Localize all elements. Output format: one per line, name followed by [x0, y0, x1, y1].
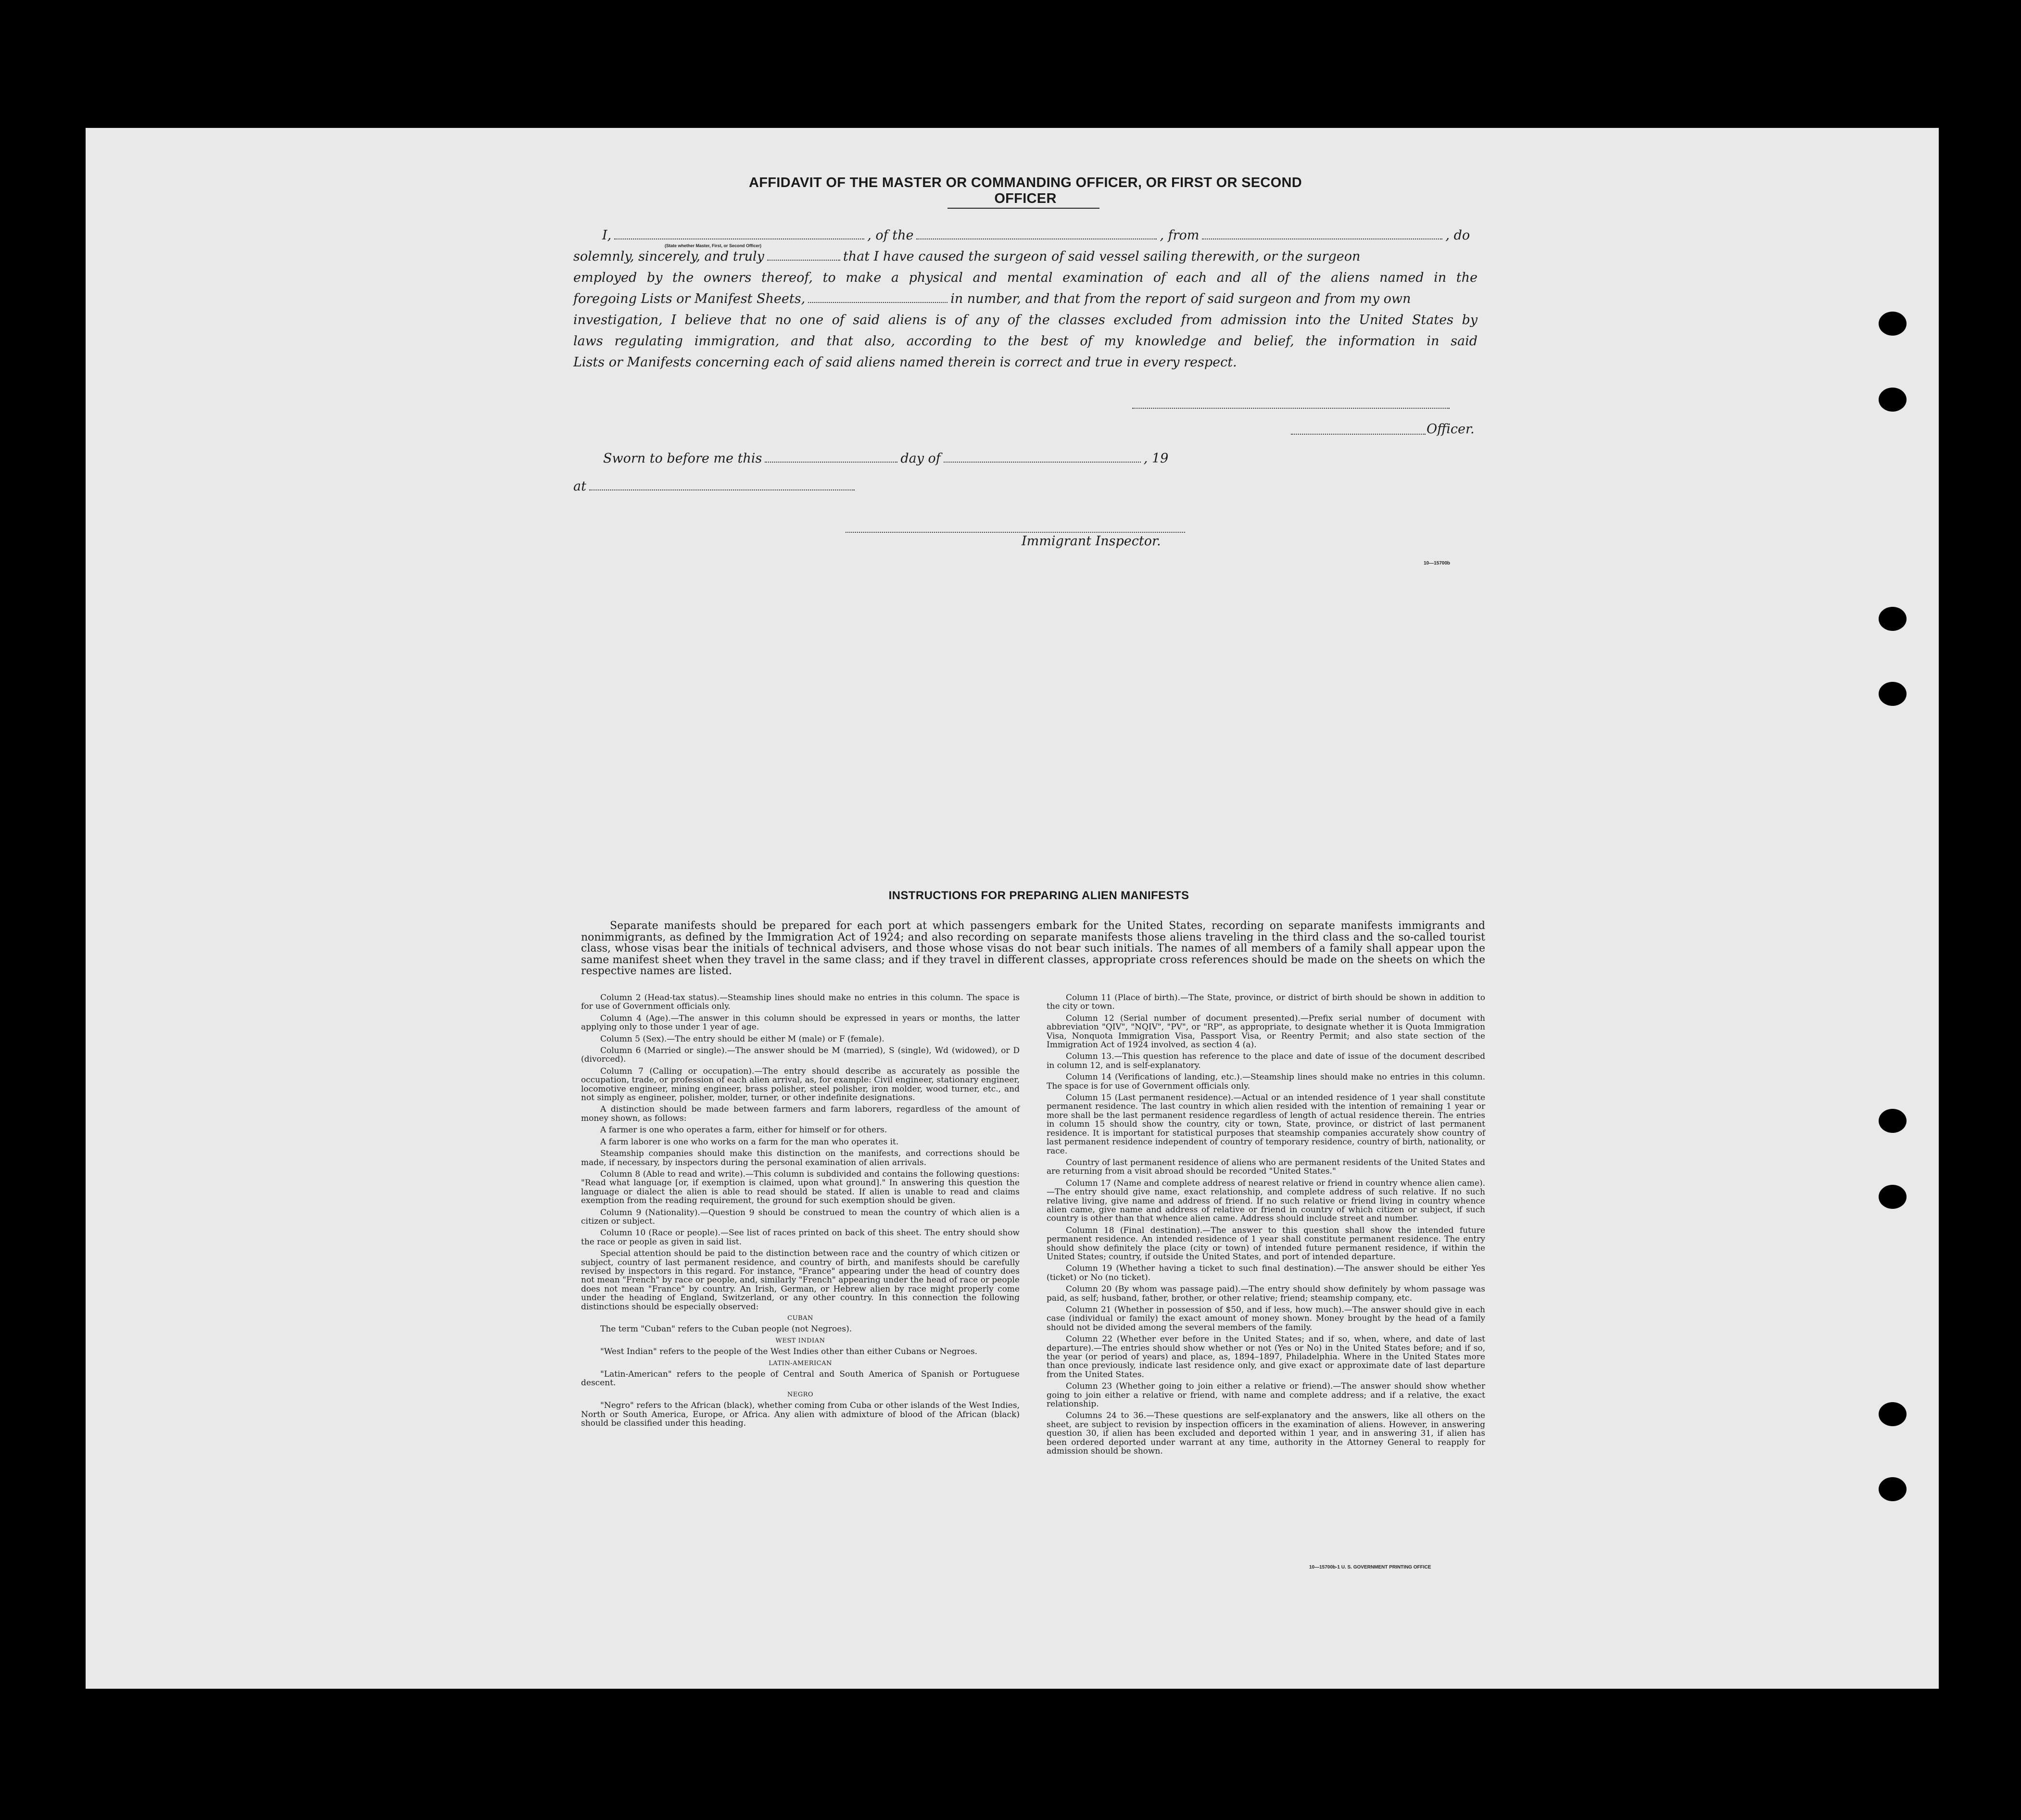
- instr-col-10: Column 10 (Race or people).—See list of races printed on back of this sheet. The entry should show the race or people as given in said list.: [581, 1228, 1020, 1247]
- instr-col-5: Column 5 (Sex).—The entry should be either M (male) or F (female).: [600, 1034, 884, 1044]
- punch-hole: [1879, 1477, 1907, 1501]
- at-line: [573, 476, 1478, 497]
- punch-hole: [1879, 312, 1907, 336]
- printing-office-footer: 10—15700b-1 U. S. GOVERNMENT PRINTING OFFICE: [1309, 1565, 1431, 1570]
- punch-hole: [1879, 682, 1907, 706]
- inspector-signature-line[interactable]: [846, 532, 1185, 533]
- affidavit-line-6: laws regulating immigration, and that also, according to the best of my knowledge and belief, the information in said: [573, 334, 1478, 349]
- officer-note: (State whether Master, First, or Second Officer): [665, 243, 762, 248]
- affidavit-i: I,: [602, 228, 612, 243]
- sworn-month-field[interactable]: [944, 462, 1141, 463]
- vessel-name-field[interactable]: [916, 238, 1157, 239]
- sworn-by-field[interactable]: [767, 260, 840, 261]
- negro-text: "Negro" refers to the African (black), whether coming from Cuba or other islands of the West Indies, North or South America, Europe, or Africa. Any alien with admixture of blood of the African (black) should be classified under this heading.: [581, 1401, 1020, 1429]
- punch-hole: [1879, 1402, 1907, 1426]
- title-underline: [947, 208, 1099, 209]
- sworn-line: [573, 448, 1478, 469]
- instr-farmer: A farmer is one who operates a farm, either for himself or for others.: [600, 1125, 887, 1135]
- affidavit-do: , do: [1445, 228, 1470, 243]
- affidavit-line-4: [573, 289, 1478, 310]
- instr-col-7: Column 7 (Calling or occupation).—The entry should describe as accurately as possible the occupation, trade, or profession of each alien arrival, as, for example: Civil engineer, stationary engineer, locomotive engineer, mining engineer, brass polisher, steel polisher, iron molder, wood turner, etc., and not simply as engineer, polisher, molder, turner, or other indefinite designations.: [581, 1066, 1020, 1103]
- affidavit-title: AFFIDAVIT OF THE MASTER OR COMMANDING OFFICER, OR FIRST OR SECOND OFFICER: [749, 175, 1302, 206]
- inspector-label: Immigrant Inspector.: [1022, 534, 1161, 549]
- officer-label: Officer.: [1427, 422, 1475, 437]
- instr-col-19: Column 19 (Whether having a ticket to such final destination).—The answer should be either Yes (ticket) or No (no ticket).: [1047, 1264, 1485, 1282]
- cuban-text: The term "Cuban" refers to the Cuban people (not Negroes).: [600, 1324, 852, 1334]
- instr-col-12: Column 12 (Serial number of document presented).—Prefix serial number of document with abbreviation "QIV", "NQIV", "PV", or "RP", as appropriate, to designate whether it is Quota Immigration Visa, Nonquota Immigration Visa, Passport Visa, or Reentry Permit; and also state section of the Immigration Act of 1924 involved, as section 4 (a).: [1047, 1013, 1485, 1050]
- form-number: 10—15700b: [1424, 561, 1451, 566]
- affidavit-truly: solemnly, sincerely, and truly: [573, 249, 764, 264]
- instr-col-13: Column 13.—This question has reference to the place and date of issue of the document described in column 12, and is self-explanatory.: [1047, 1052, 1485, 1070]
- west-indian-heading: WEST INDIAN: [775, 1337, 825, 1344]
- affidavit-of-the: , of the: [867, 228, 914, 243]
- port-from-field[interactable]: [1202, 238, 1442, 239]
- instr-col-20: Column 20 (By whom was passage paid).—The entry should show definitely by whom passage was paid, as self; husband, father, brother, or other relative; friend; steamship company, etc.: [1047, 1284, 1485, 1303]
- instr-col-11: Column 11 (Place of birth).—The State, province, or district of birth should be shown in addition to the city or town.: [1047, 993, 1485, 1012]
- signature-line[interactable]: [1132, 408, 1450, 409]
- instr-col-22: Column 22 (Whether ever before in the United States; and if so, when, where, and date of last departure).—The entries should show whether or not (Yes or No) in the United States before; and if so, the year (or period of years) and place, as, 1894–1897, Philadelphia. Where in the United States more than once previously, indicate last residence only, and give exact or approximate date of last departure from the United States.: [1047, 1334, 1485, 1380]
- latin-american-text: "Latin-American" refers to the people of Central and South America of Spanish or Portuguese descent.: [581, 1369, 1020, 1388]
- affidavit-line-7: Lists or Manifests concerning each of said aliens named therein is correct and true in every respect.: [573, 355, 1237, 370]
- instr-col-15: Column 15 (Last permanent residence).—Actual or an intended residence of 1 year shall constitute permanent residence. The last country in which alien resided with the intention of remaining 1 year or more shall be the last permanent residence regardless of length of actual residence therein. The entries in column 15 should show the country, city or town, State, province, or district of last permanent residence. It is important for statistical purposes that steamship companies accurately show country of last permanent residence independent of country of temporary residence, country of birth, nationality, or race.: [1047, 1093, 1485, 1156]
- instr-col-8: Column 8 (Able to read and write).—This column is subdivided and contains the following questions: "Read what language [or, if exemption is claimed, upon what ground]." In answering this question the language or dialect the alien is able to read should be stated. If alien is unable to read and claims exemption from the reading requirement, the ground for such exemption should be given.: [581, 1169, 1020, 1206]
- instructions-right-column: [1047, 993, 1485, 1459]
- instr-col-6: Column 6 (Married or single).—The answer should be M (married), S (single), Wd (widowed), or D (divorced).: [581, 1046, 1020, 1065]
- instr-special-attention: Special attention should be paid to the distinction between race and the country of which citizen or subject, country of last permanent residence, and country of birth, and manifests should be carefully revised by inspectors in this regard. For instance, "France" appearing under the head of country does not mean "French" by race or people, and, similarly "French" appearing under the head of race or people does not mean "France" by country. An Irish, German, or Hebrew alien by race might properly come under the heading of England, Switzerland, or any other country. In this connection the following distinctions should be especially observed:: [581, 1249, 1020, 1312]
- instr-steamship: Steamship companies should make this distinction on the manifests, and corrections should be made, if necessary, by inspectors during the personal examination of alien arrivals.: [581, 1149, 1020, 1167]
- sworn-year: , 19: [1143, 451, 1169, 466]
- instructions-intro: Separate manifests should be prepared for each port at which passengers embark for the United States, recording on separate manifests immigrants and nonimmigrants, as defined by the Immigration Act of 1924; and also recording on separate manifests those aliens traveling in the third class and the so-called tourist class, whose visas bear the initials of technical advisers, and those whose visas do not bear such initials. The names of all members of a family shall appear upon the same manifest sheet when they travel in the same class; and if they travel in different classes, appropriate cross references should be made on the sheets on which the respective names are listed.: [581, 920, 1485, 977]
- affidavit-line-2: [573, 246, 1478, 267]
- punch-hole: [1879, 1185, 1907, 1209]
- west-indian-text: "West Indian" refers to the people of the West Indies other than either Cubans or Negroes.: [600, 1347, 978, 1357]
- at-label: at: [573, 479, 586, 494]
- sworn-text: Sworn to before me this: [603, 451, 762, 466]
- instr-col-4: Column 4 (Age).—The answer in this column should be expressed in years or months, the latter applying only to those under 1 year of age.: [581, 1013, 1020, 1032]
- instr-col-2: Column 2 (Head-tax status).—Steamship lines should make no entries in this column. The space is for use of Government officials only.: [581, 993, 1020, 1012]
- instr-col-17: Column 17 (Name and complete address of nearest relative or friend in country whence alien came).—The entry should give name, exact relationship, and complete address of such relative. If no such relative living, give name and address of friend. If no such relative or friend living in country whence alien came, give name and address of relative or friend in country of which citizen or subject, if such country is other than that whence alien came. Address should include street and number.: [1047, 1178, 1485, 1224]
- punch-hole: [1879, 388, 1907, 412]
- instr-col-15-us: Country of last permanent residence of aliens who are permanent residents of the United States and are returning from a visit abroad should be recorded "United States.": [1047, 1157, 1485, 1177]
- affidavit-line-3: employed by the owners thereof, to make a physical and mental examination of each and all of the aliens named in the: [573, 270, 1478, 285]
- latin-american-heading: LATIN-AMERICAN: [769, 1359, 832, 1367]
- officer-title-line[interactable]: [1291, 434, 1426, 435]
- affidavit-foregoing: foregoing Lists or Manifest Sheets,: [573, 291, 806, 306]
- instr-col-24-36: Columns 24 to 36.—These questions are self-explanatory and the answers, like all others on the sheet, are subject to revision by inspection officers in the examination of aliens. However, in answering question 30, if alien has been excluded and deported within 1 year, and in answering 31, if alien has been ordered deported under warrant at any time, authority in the Attorney General to reapply for admission should be shown.: [1047, 1411, 1485, 1456]
- affidavit-line-5: investigation, I believe that no one of said aliens is of any of the classes excluded from admission into the United States by: [573, 313, 1478, 327]
- instr-farmers: A distinction should be made between farmers and farm laborers, regardless of the amount of money shown, as follows:: [581, 1105, 1020, 1123]
- instr-col-23: Column 23 (Whether going to join either a relative or friend).—The answer should show whether going to join either a relative or friend, with name and complete address; and if a relative, the exact relationship.: [1047, 1381, 1485, 1409]
- cuban-heading: CUBAN: [787, 1315, 813, 1322]
- punch-hole: [1879, 607, 1907, 631]
- instr-farm-laborer: A farm laborer is one who works on a farm for the man who operates it.: [600, 1137, 899, 1147]
- instr-col-21: Column 21 (Whether in possession of $50, and if less, how much).—The answer should give in each case (individual or family) the exact amount of money shown. Money brought by the head of a family should not be divided among the several members of the family.: [1047, 1305, 1485, 1332]
- sworn-day-field[interactable]: [765, 462, 897, 463]
- sworn-day-of: day of: [900, 451, 941, 466]
- affidavit-line-2-rest: that I have caused the surgeon of said vessel sailing therewith, or the surgeon: [843, 249, 1361, 264]
- punch-hole: [1879, 1109, 1907, 1133]
- instr-col-14: Column 14 (Verifications of landing, etc.).—Steamship lines should make no entries in this column. The space is for use of Government officials only.: [1047, 1072, 1485, 1091]
- negro-heading: NEGRO: [787, 1391, 814, 1398]
- sheets-count-field[interactable]: [808, 302, 947, 303]
- instr-col-9: Column 9 (Nationality).—Question 9 should be construed to mean the country of which alien is a citizen or subject.: [581, 1207, 1020, 1226]
- affidavit-from: , from: [1160, 228, 1200, 243]
- instructions-left-column: [581, 993, 1020, 1431]
- instr-col-18: Column 18 (Final destination).—The answer to this question shall show the intended future permanent residence. An intended residence of 1 year shall constitute permanent residence. The entry should show definitely the place (city or town) of intended future permanent residence, if within the United States; country, if outside the United States, and port of intended departure.: [1047, 1225, 1485, 1262]
- officer-name-field[interactable]: [614, 238, 864, 239]
- affidavit-line-4-rest: in number, and that from the report of said surgeon and from my own: [950, 291, 1411, 306]
- instructions-title: INSTRUCTIONS FOR PREPARING ALIEN MANIFESTS: [888, 889, 1189, 902]
